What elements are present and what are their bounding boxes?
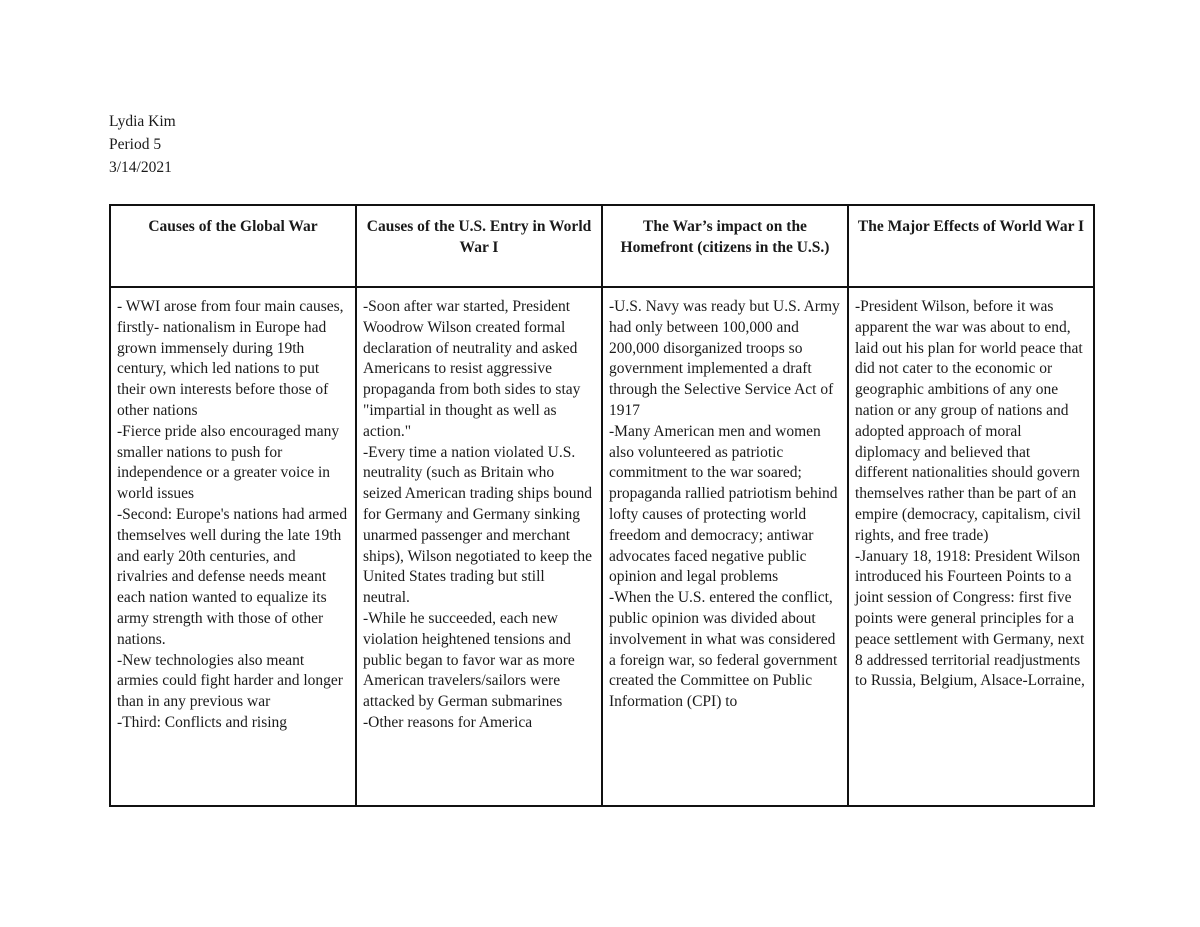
column-header-causes-global-war: Causes of the Global War: [110, 205, 356, 287]
column-header-major-effects: The Major Effects of World War I: [848, 205, 1094, 287]
table-cell-causes-us-entry: -Soon after war started, President Woodrow Wilson created formal declaration of neutrality and asked Americans to resist aggressive propaganda from both sides to stay "impartial in thought as well as action." -Every time a nation violated U.S. neutrality (such as Britain who seized American trading ships bound for Germany and Germany sinking unarmed passenger and merchant ships), Wilson negotiated to keep the United States trading but still neutral. -While he succeeded, each new violation heightened tensions and public began to favor war as more American travelers/sailors were attacked by German submarines -Other reasons for America: [356, 287, 602, 806]
table-cell-homefront-impact: -U.S. Navy was ready but U.S. Army had only between 100,000 and 200,000 disorganized troops so government implemented a draft through the Selective Service Act of 1917 -Many American men and women also volunteered as patriotic commitment to the war soared; propaganda rallied patriotism behind lofty causes of protecting world freedom and democracy; antiwar advocates faced negative public opinion and legal problems -When the U.S. entered the conflict, public opinion was divided about involvement in what was considered a foreign war, so federal government created the Committee on Public Information (CPI) to: [602, 287, 848, 806]
wwi-chart-table: [109, 204, 1095, 807]
column-header-causes-us-entry: Causes of the U.S. Entry in World War I: [356, 205, 602, 287]
column-header-homefront-impact: The War’s impact on the Homefront (citizens in the U.S.): [602, 205, 848, 287]
table-cell-causes-global-war: - WWI arose from four main causes, firstly- nationalism in Europe had grown immensely during 19th century, which led nations to put their own interests before those of other nations -Fierce pride also encouraged many smaller nations to push for independence or a greater voice in world issues -Second: Europe's nations had armed themselves well during the late 19th and early 20th centuries, and rivalries and defense needs meant each nation wanted to equalize its army strength with those of other nations. -New technologies also meant armies could fight harder and longer than in any previous war -Third: Conflicts and rising: [110, 287, 356, 806]
table-cell-major-effects: -President Wilson, before it was apparent the war was about to end, laid out his plan for world peace that did not cater to the economic or geographic ambitions of any one nation or any group of nations and adopted approach of moral diplomacy and believed that different nationalities should govern themselves rather than be part of an empire (democracy, capitalism, civil rights, and free trade) -January 18, 1918: President Wilson introduced his Fourteen Points to a joint session of Congress: first five points were general principles for a peace settlement with Germany, next 8 addressed territorial readjustments to Russia, Belgium, Alsace-Lorraine,: [848, 287, 1094, 806]
student-header: [109, 110, 176, 179]
assignment-date: 3/14/2021: [109, 159, 172, 176]
table-header-row: [110, 205, 1094, 287]
table-row: [110, 287, 1094, 806]
class-period: Period 5: [109, 136, 162, 153]
student-name: Lydia Kim: [109, 113, 176, 130]
